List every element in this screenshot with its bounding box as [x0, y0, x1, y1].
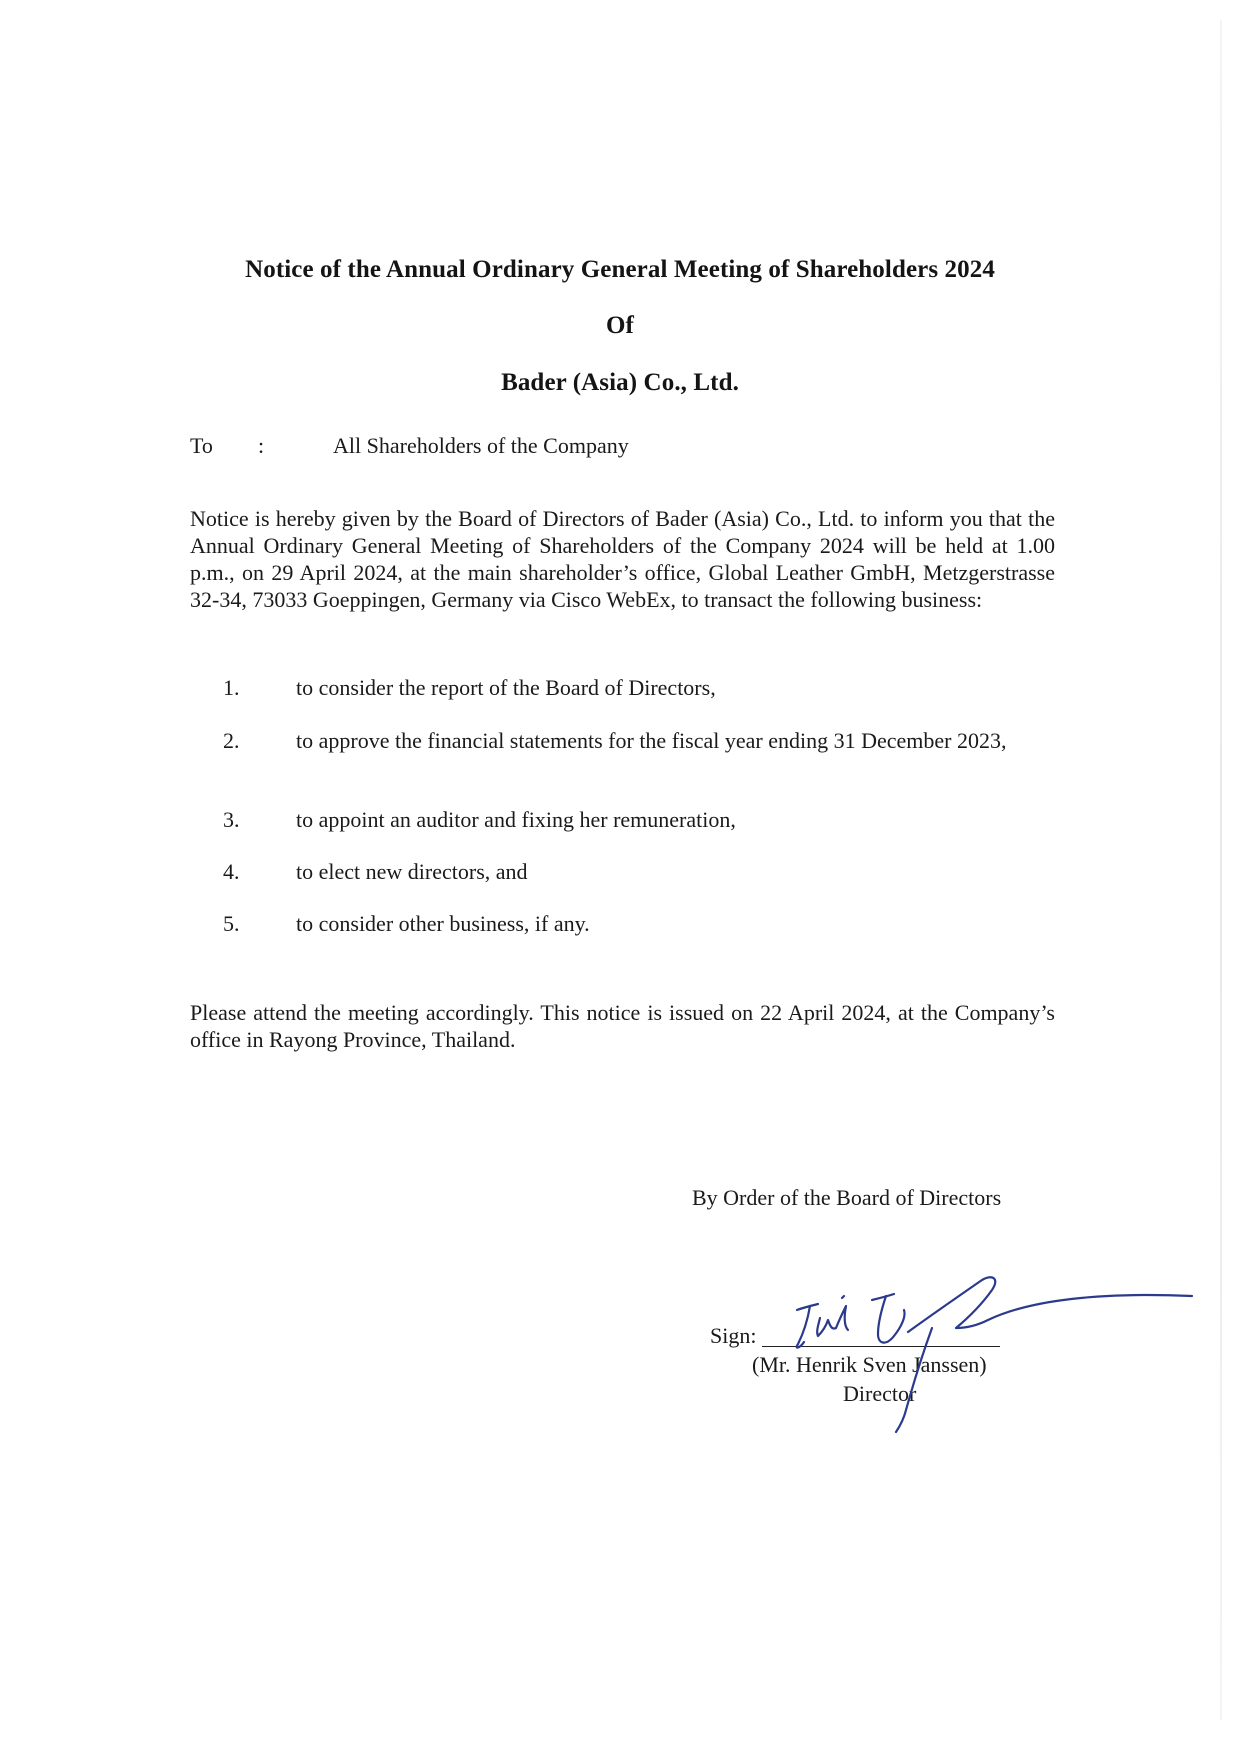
agenda-item-text: to approve the financial statements for the fiscal year ending 31 December 2023, — [296, 728, 1007, 753]
agenda-item-number: 5. — [223, 911, 240, 936]
notice-title: Notice of the Annual Ordinary General Meeting of Shareholders 2024 — [245, 256, 995, 283]
agenda-item-number: 4. — [223, 859, 240, 884]
agenda-item-text: to consider the report of the Board of Directors, — [296, 675, 716, 700]
agenda-item — [223, 674, 1055, 701]
agenda-item — [223, 806, 1055, 833]
signature-line — [762, 1346, 1000, 1347]
addressee-row — [190, 433, 629, 459]
company-name-heading: Bader (Asia) Co., Ltd. — [501, 369, 739, 396]
to-colon: : — [258, 433, 265, 458]
agenda-item-text: to consider other business, if any. — [296, 911, 590, 936]
order-of-board: By Order of the Board of Directors — [692, 1185, 1002, 1210]
agenda-item-text: to appoint an auditor and fixing her remuneration, — [296, 807, 736, 832]
agenda-item-number: 2. — [223, 728, 240, 753]
intro-paragraph: Notice is hereby given by the Board of Directors of Bader (Asia) Co., Ltd. to inform you that the Annual Ordinary General Meeting of Shareholders of the Company 2024 will be held at 1.00 p.m., on 29 April 2024, at the main shareholder’s office, Global Leather GmbH, Metzgerstrasse 32-34, 73033 Goeppingen, Germany via Cisco WebEx, to transact the following business: — [190, 506, 1055, 612]
closing-paragraph: Please attend the meeting accordingly. This notice is issued on 22 April 2024, at the Company’s office in Rayong Province, Thailand. — [190, 1000, 1055, 1052]
agenda-item — [223, 727, 1055, 754]
sign-label: Sign: — [710, 1323, 757, 1348]
notice-title-of: Of — [606, 312, 634, 339]
agenda-item — [223, 910, 1055, 937]
to-label: To — [190, 433, 213, 458]
agenda-item-number: 3. — [223, 807, 240, 832]
agenda-item-number: 1. — [223, 675, 240, 700]
signer-name: (Mr. Henrik Sven Janssen) — [752, 1352, 987, 1377]
agenda-item-text: to elect new directors, and — [296, 859, 528, 884]
agenda-item — [223, 858, 1055, 885]
signer-title: Director — [843, 1381, 917, 1406]
addressee: All Shareholders of the Company — [333, 433, 629, 458]
